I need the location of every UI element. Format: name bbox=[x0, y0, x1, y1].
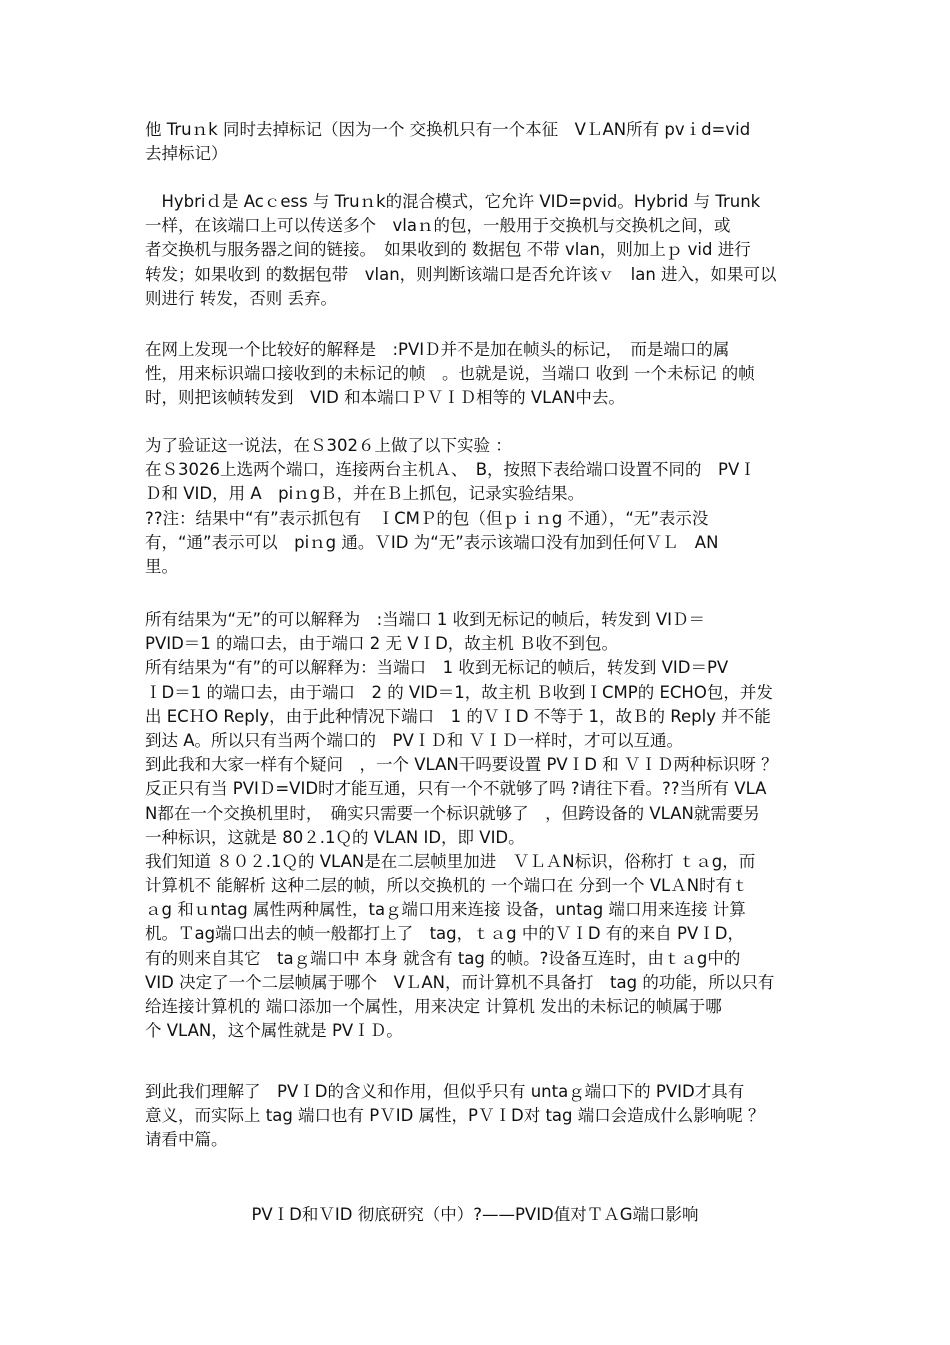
text-line: N都在一个交换机里时， 确实只需要一个标识就够了 ，但跨设备的 VLAN就需要另 bbox=[145, 803, 760, 823]
text-line: PVID＝1 的端口去，由于端口 2 无 VＩD，故主机 Ｂ收不到包。 bbox=[145, 634, 619, 654]
text-line: 为了验证这一说法，在Ｓ302６上做了以下实验 ： bbox=[145, 436, 512, 455]
text-line: 计算机不 能解析 这种二层的帧，所以交换机的 一个端口在 分到一个 VLＡN时有ｔ bbox=[145, 876, 749, 896]
paragraph-pvid-explanation bbox=[145, 338, 825, 411]
text-line: 到此我们理解了 PVＩD的含义和作用，但似乎只有 untaｇ端口下的 PVID才具有 bbox=[145, 1082, 745, 1101]
text-line: 在网上发现一个比较好的解释是 :PVIＤ并不是加在帧头的标记， 而是端口的属 bbox=[145, 340, 730, 359]
text-line: 他 Truｎk 同时去掉标记（因为一个 交换机只有一个本征 VＬAN所有 pvｉd=vid bbox=[145, 120, 751, 139]
text-line: 给连接计算机的 端口添加一个属性，用来决定 计算机 发出的未标记的帧属于哪 bbox=[145, 997, 722, 1016]
text-line: ａg 和ｕntag 属性两种属性，taｇ端口用来连接 设备，untag 端口用来连接 计算 bbox=[145, 900, 746, 920]
text-line: Ｄ和 VID，用 A piｎgＢ，并在Ｂ上抓包，记录实验结果。 bbox=[145, 484, 585, 504]
text-line: 性，用来标识端口接收到的未标记的帧 。也就是说，当端口 收到 一个未标记 的帧 bbox=[145, 364, 755, 384]
paragraph-trunk-note bbox=[145, 118, 825, 166]
text-line: 反正只有当 PVIＤ=VID时才能互通，只有一个不就够了吗 ?请往下看。??当所有 VLA bbox=[145, 779, 767, 799]
paragraph-hybrid bbox=[145, 190, 825, 311]
text-line: 有的则来自其它 taｇ端口中 本身 就含有 tag 的帧。?设备互连时，由ｔａg中的 bbox=[145, 948, 741, 968]
paragraph-experiment bbox=[145, 434, 825, 579]
text-line: 一种标识，这就是 80２.1Ｑ的 VLAN ID，即 VID。 bbox=[145, 827, 525, 847]
text-line: 所有结果为“无”的可以解释为 :当端口 1 收到无标记的帧后，转发到 VIＤ＝ bbox=[145, 610, 706, 629]
text-line: 所有结果为“有”的可以解释为：当端口 1 收到无标记的帧后，转发到 VID＝PV bbox=[145, 658, 729, 678]
text-line: 一样，在该端口上可以传送多个 vlaｎ的包，一般用于交换机与交换机之间，或 bbox=[145, 216, 731, 236]
text-line: 去掉标记） bbox=[145, 144, 228, 164]
text-line: ＩD＝1 的端口去，由于端口 2 的 VID＝1，故主机 Ｂ收到ＩCMP的 ECHO包，并发 bbox=[145, 682, 773, 702]
text-line: 请看中篇。 bbox=[145, 1130, 228, 1150]
text-line: 个 VLAN，这个属性就是 PVＩＤ。 bbox=[145, 1021, 403, 1041]
text-line: Hybriｄ是 Acｃess 与 Truｎk的混合模式，它允许 VID=pvid。Hybrid 与 Trunk bbox=[145, 192, 761, 211]
text-line: 机。Ｔag端口出去的帧一般都打上了 tag，ｔａg 中的ＶＩD 有的来自 PVＩD， bbox=[145, 924, 744, 944]
text-line: 到此我和大家一样有个疑问 ，一个 VLAN干吗要设置 PVＩD 和 ＶＩＤ两种标识呀 ？ bbox=[145, 755, 778, 775]
paragraph-conclusion bbox=[145, 1080, 825, 1153]
text-line: 里。 bbox=[145, 556, 178, 576]
text-line: 者交换机与服务器之间的链接。 如果收到的 数据包 不带 vlan，则加上ｐ vid 进行 bbox=[145, 240, 751, 260]
text-line: 到达 A。所以只有当两个端口的 PVＩＤ和 ＶＩＤ一样时，才可以互通。 bbox=[145, 730, 684, 750]
text-line: 出 ECＨO Reply，由于此种情况下端口 1 的ＶＩD 不等于 1，故Ｂ的 Reply 并不能 bbox=[145, 706, 771, 726]
text-line: 时，则把该帧转发到 VID 和本端口ＰＶＩＤ相等的 VLAN中去。 bbox=[145, 388, 625, 408]
text-line: 转发；如果收到 的数据包带 vlan，则判断该端口是否允许该ｖ lan 进入，如果可以 bbox=[145, 264, 777, 284]
text-line: 则进行 转发，否则 丢弃。 bbox=[145, 288, 337, 308]
text-line: 有，“通”表示可以 piｎg 通。ＶID 为“无”表示该端口没有加到任何ＶＬ AN bbox=[145, 532, 719, 552]
text-line: 我们知道 ８０２.1Ｑ的 VLAN是在二层帧里加进 ＶＬＡN标识，俗称打 ｔａg，而 bbox=[145, 851, 756, 871]
text-line: 意义，而实际上 tag 端口也有 PＶID 属性，PＶＩD对 tag 端口会造成什么影响呢 ？ bbox=[145, 1106, 765, 1126]
text-line: ??注：结果中“有”表示抓包有 ＩCMＰ的包（但ｐｉｎg 不通），“无”表示没 bbox=[145, 508, 709, 528]
text-line: 在Ｓ3026上选两个端口，连接两台主机Ａ、 B，按照下表给端口设置不同的 PVＩ bbox=[145, 460, 756, 480]
paragraph-results bbox=[145, 608, 825, 1043]
text-line: VID 决定了一个二层帧属于哪个 VＬAN，而计算机不具备打 tag 的功能，所以只有 bbox=[145, 972, 775, 992]
section-title: PVＩD和ＶID 彻底研究（中）?——PVID值对ＴＡG端口影响 bbox=[251, 1205, 699, 1224]
